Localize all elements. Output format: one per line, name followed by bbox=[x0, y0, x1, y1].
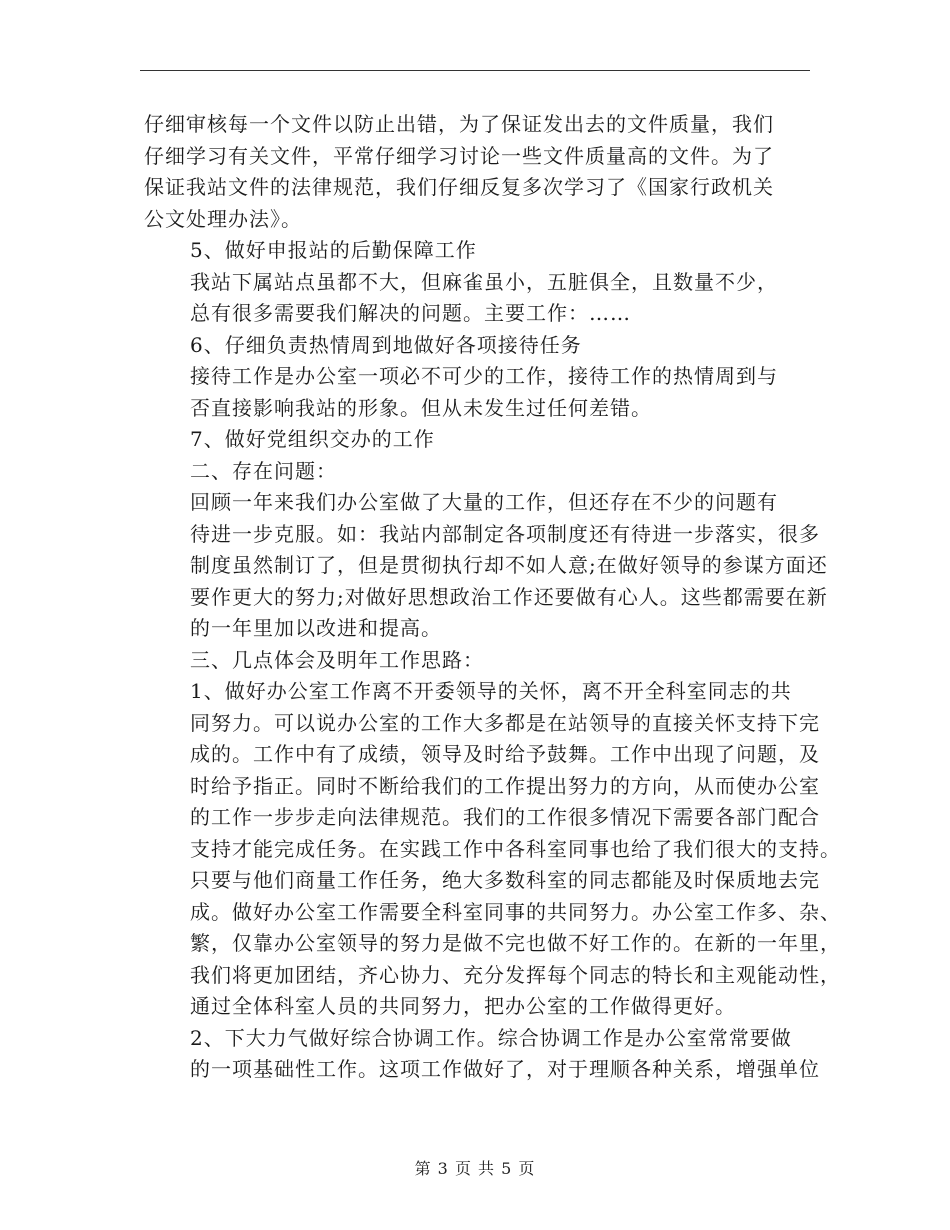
text-line: 时给予指正。同时不断给我们的工作提出努力的方向，从而使办公室 bbox=[190, 773, 820, 798]
paragraph bbox=[144, 487, 828, 645]
text-line: 只要与他们商量工作任务，绝大多数科室的同志都能及时保质地去完 bbox=[190, 868, 820, 892]
text-line: 要作更大的努力;对做好思想政治工作还要做有心人。这些都需要在新 bbox=[190, 584, 828, 609]
paragraph bbox=[144, 267, 814, 330]
text-line: 回顾一年来我们办公室做了大量的工作，但还存在不少的问题有 bbox=[190, 490, 778, 514]
text-line: 同努力。可以说办公室的工作大多都是在站领导的直接关怀支持下完 bbox=[190, 710, 820, 735]
text-line: 接待工作是办公室一项必不可少的工作，接待工作的热情周到与 bbox=[190, 364, 778, 388]
paragraph bbox=[144, 235, 814, 267]
text-line: 的工作一步步走向法律规范。我们的工作很多情况下需要各部门配合 bbox=[190, 805, 820, 829]
paragraph bbox=[144, 109, 814, 235]
text-line: 总有很多需要我们解决的问题。主要工作：…… bbox=[190, 301, 631, 325]
text-line: 三、几点体会及明年工作思路： bbox=[190, 647, 484, 672]
text-line: 待进一步克服。如：我站内部制定各项制度还有待进一步落实，很多 bbox=[190, 521, 820, 546]
header-rule bbox=[140, 70, 810, 71]
text-line: 繁，仅靠办公室领导的努力是做不完也做不好工作的。在新的一年里， bbox=[190, 931, 841, 955]
text-line: 二、存在问题： bbox=[190, 458, 337, 483]
paragraph bbox=[144, 361, 814, 424]
text-line: 7、做好党组织交办的工作 bbox=[190, 427, 435, 451]
text-line: 我站下属站点虽都不大，但麻雀虽小，五脏俱全，且数量不少， bbox=[190, 269, 778, 294]
text-line: 1、做好办公室工作离不开委领导的关怀，离不开全科室同志的共 bbox=[190, 679, 792, 703]
text-line: 否直接影响我站的形象。但从未发生过任何差错。 bbox=[190, 395, 652, 420]
text-line: 支持才能完成任务。在实践工作中各科室同事也给了我们很大的支持。 bbox=[190, 836, 841, 861]
paragraph bbox=[144, 676, 841, 1023]
text-line: 成的。工作中有了成绩，领导及时给予鼓舞。工作中出现了问题，及 bbox=[190, 742, 820, 766]
text-line: 成。做好办公室工作需要全科室同事的共同努力。办公室工作多、杂、 bbox=[190, 899, 841, 924]
document-body bbox=[144, 109, 841, 1086]
text-line: 仔细审核每一个文件以防止出错，为了保证发出去的文件质量，我们 bbox=[144, 112, 774, 136]
paragraph bbox=[144, 330, 814, 362]
paragraph bbox=[144, 424, 814, 456]
text-line: 的一年里加以改进和提高。 bbox=[190, 616, 442, 640]
text-line: 的一项基础性工作。这项工作做好了，对于理顺各种关系，增强单位 bbox=[190, 1057, 820, 1081]
text-line: 制度虽然制订了，但是贯彻执行却不如人意;在做好领导的参谋方面还 bbox=[190, 553, 828, 577]
text-line: 5、做好申报站的后勤保障工作 bbox=[190, 238, 477, 262]
text-line: 我们将更加团结，齐心协力、充分发挥每个同志的特长和主观能动性， bbox=[190, 962, 841, 987]
text-line: 通过全体科室人员的共同努力，把办公室的工作做得更好。 bbox=[190, 994, 736, 1018]
page-footer: 第 3 页 共 5 页 bbox=[414, 1159, 536, 1178]
text-line: 2、下大力气做好综合协调工作。综合协调工作是办公室常常要做 bbox=[190, 1025, 792, 1050]
paragraph bbox=[144, 1023, 820, 1086]
text-line: 保证我站文件的法律规范，我们仔细反复多次学习了《国家行政机关 bbox=[144, 175, 774, 199]
text-line: 公文处理办法》。 bbox=[144, 206, 302, 231]
paragraph bbox=[144, 456, 814, 488]
paragraph bbox=[144, 645, 814, 677]
text-line: 仔细学习有关文件，平常仔细学习讨论一些文件质量高的文件。为了 bbox=[144, 143, 774, 168]
text-line: 6、仔细负责热情周到地做好各项接待任务 bbox=[190, 332, 582, 357]
